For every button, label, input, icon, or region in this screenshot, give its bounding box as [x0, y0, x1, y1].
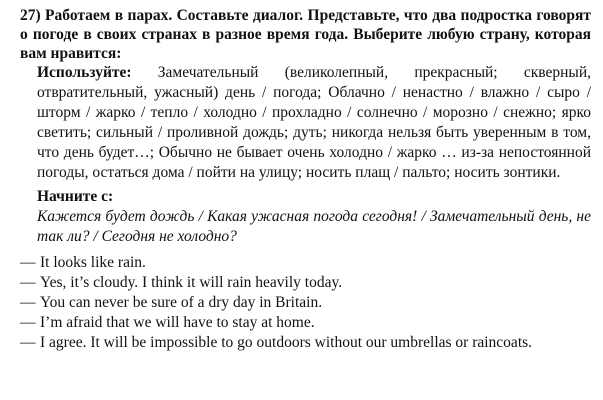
- dialogue-dash: —: [20, 334, 36, 351]
- dialogue-line-text: I agree. It will be impossible to go outdoors without our umbrellas or raincoats.: [40, 334, 533, 351]
- dialogue-dash: —: [20, 274, 36, 291]
- task-heading: 27) Работаем в парах. Составьте диалог. Представьте, что два подростка говорят о погоде в своих странах в разное время года. Выберите любую страну, которая вам нравится:: [20, 7, 591, 62]
- dialogue-line: [20, 333, 591, 353]
- dialogue-line: [20, 253, 591, 273]
- use-section: [20, 63, 591, 183]
- dialogue-dash: —: [20, 294, 36, 311]
- dialogue-line-text: It looks like rain.: [40, 254, 146, 271]
- use-label: Используйте:: [37, 64, 132, 81]
- dialogue-line-text: You can never be sure of a dry day in Britain.: [40, 294, 323, 311]
- dialogue-line: [20, 313, 591, 333]
- dialogue-line-text: Yes, it’s cloudy. I think it will rain heavily today.: [40, 274, 343, 291]
- dialogue-line-text: I’m afraid that we will have to stay at home.: [40, 314, 315, 331]
- use-vocabulary-text: Замечательный (великолепный, прекрасный; скверный, отвратительный, ужасный) день / погода; Облачно / ненастно / влажно / сыро / шторм / жарко / тепло / холодно / прохладно / солнечно / морозно / снежно; ярко светить; сильный / проливной дождь; дуть; никогда нельзя быть уверенным в том, что день будет…; Обычно не бывает очень холодно / жарко … из-за непостоянной погоды, остаться дома / пойти на улицу; носить плащ / пальто; носить зонтики.: [37, 64, 591, 181]
- start-section: [20, 187, 591, 247]
- start-example-phrases: Кажется будет дождь / Какая ужасная погода сегодня! / Замечательный день, не так ли? / Сегодня не холодно?: [37, 208, 591, 245]
- dialogue-line: [20, 273, 591, 293]
- dialogue-dash: —: [20, 314, 36, 331]
- start-label: Начните с:: [37, 188, 114, 205]
- dialogue-line: [20, 293, 591, 313]
- dialogue-dash: —: [20, 254, 36, 271]
- dialogue-list: [20, 253, 591, 353]
